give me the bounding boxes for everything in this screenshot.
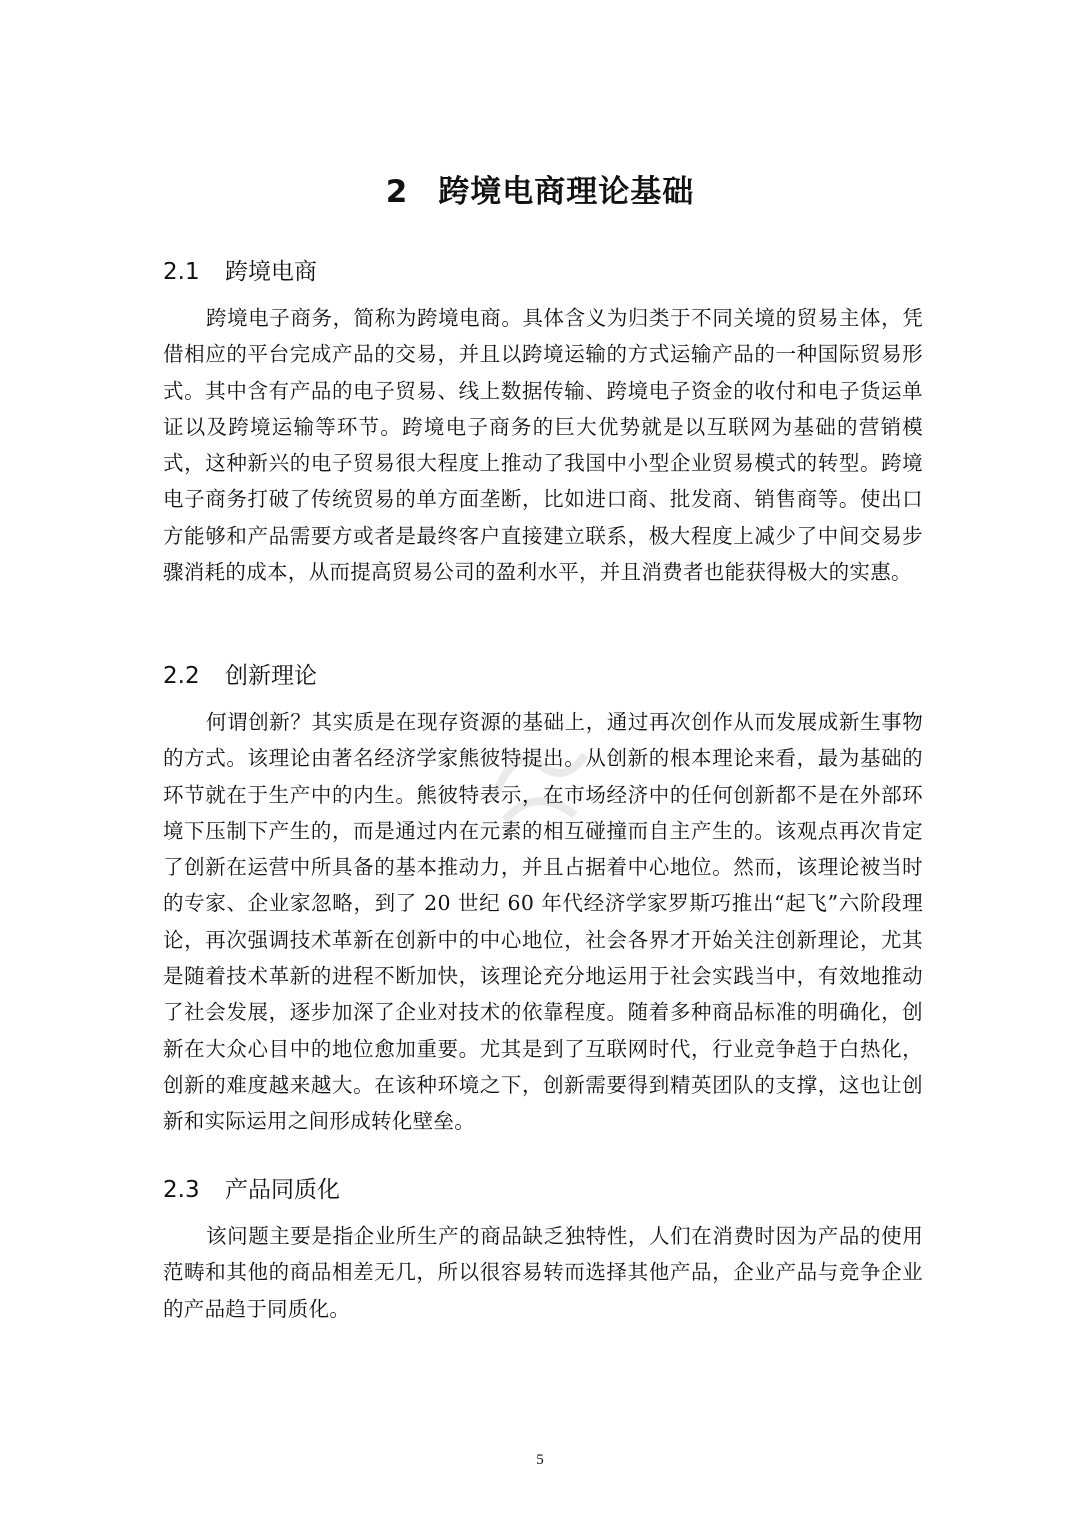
section-number: 2.2 [163, 663, 200, 689]
chapter-title-text: 跨境电商理论基础 [438, 174, 695, 210]
section-heading [163, 656, 923, 696]
section-2-1 [163, 252, 923, 590]
section-2-3 [163, 1170, 923, 1327]
section-number: 2.3 [163, 1177, 200, 1203]
section-title: 创新理论 [225, 663, 317, 689]
body-paragraph: 何谓创新？其实质是在现存资源的基础上，通过再次创作从而发展成新生事物的方式。该理论由著名经济学家熊彼特提出。从创新的根本理论来看，最为基础的环节就在于生产中的内生。熊彼特表示，在市场经济中的任何创新都不是在外部环境下压制下产生的，而是通过内在元素的相互碰撞而自主产生的。该观点再次肯定了创新在运营中所具备的基本推动力，并且占据着中心地位。然而，该理论被当时的专家、企业家忽略，到了 20 世纪 60 年代经济学家罗斯巧推出“起飞”六阶段理论，再次强调技术革新在创新中的中心地位，社会各界才开始关注创新理论，尤其是随着技术革新的进程不断加快，该理论充分地运用于社会实践当中，有效地推动了社会发展，逐步加深了企业对技术的依靠程度。随着多种商品标准的明确化，创新在大众心目中的地位愈加重要。尤其是到了互联网时代，行业竞争趋于白热化，创新的难度越来越大。在该种环境之下，创新需要得到精英团队的支撑，这也让创新和实际运用之间形成转化壁垒。 [163, 710, 923, 1134]
body-paragraph: 该问题主要是指企业所生产的商品缺乏独特性，人们在消费时因为产品的使用范畴和其他的商品相差无几，所以很容易转而选择其他产品，企业产品与竞争企业的产品趋于同质化。 [163, 1224, 923, 1321]
page-number: 5 [536, 1452, 544, 1468]
section-title: 跨境电商 [225, 259, 317, 285]
section-number: 2.1 [163, 259, 200, 285]
chapter-title [0, 166, 1080, 211]
chapter-number: 2 [385, 174, 409, 210]
section-heading [163, 1170, 923, 1210]
section-heading [163, 252, 923, 292]
body-paragraph: 跨境电子商务，简称为跨境电商。具体含义为归类于不同关境的贸易主体，凭借相应的平台完成产品的交易，并且以跨境运输的方式运输产品的一种国际贸易形式。其中含有产品的电子贸易、线上数据传输、跨境电子资金的收付和电子货运单证以及跨境运输等环节。跨境电子商务的巨大优势就是以互联网为基础的营销模式，这种新兴的电子贸易很大程度上推动了我国中小型企业贸易模式的转型。跨境电子商务打破了传统贸易的单方面垄断，比如进口商、批发商、销售商等。使出口方能够和产品需要方或者是最终客户直接建立联系，极大程度上减少了中间交易步骤消耗的成本，从而提高贸易公司的盈利水平，并且消费者也能获得极大的实惠。 [163, 306, 923, 585]
section-2-2 [163, 656, 923, 1140]
section-title: 产品同质化 [225, 1177, 340, 1203]
